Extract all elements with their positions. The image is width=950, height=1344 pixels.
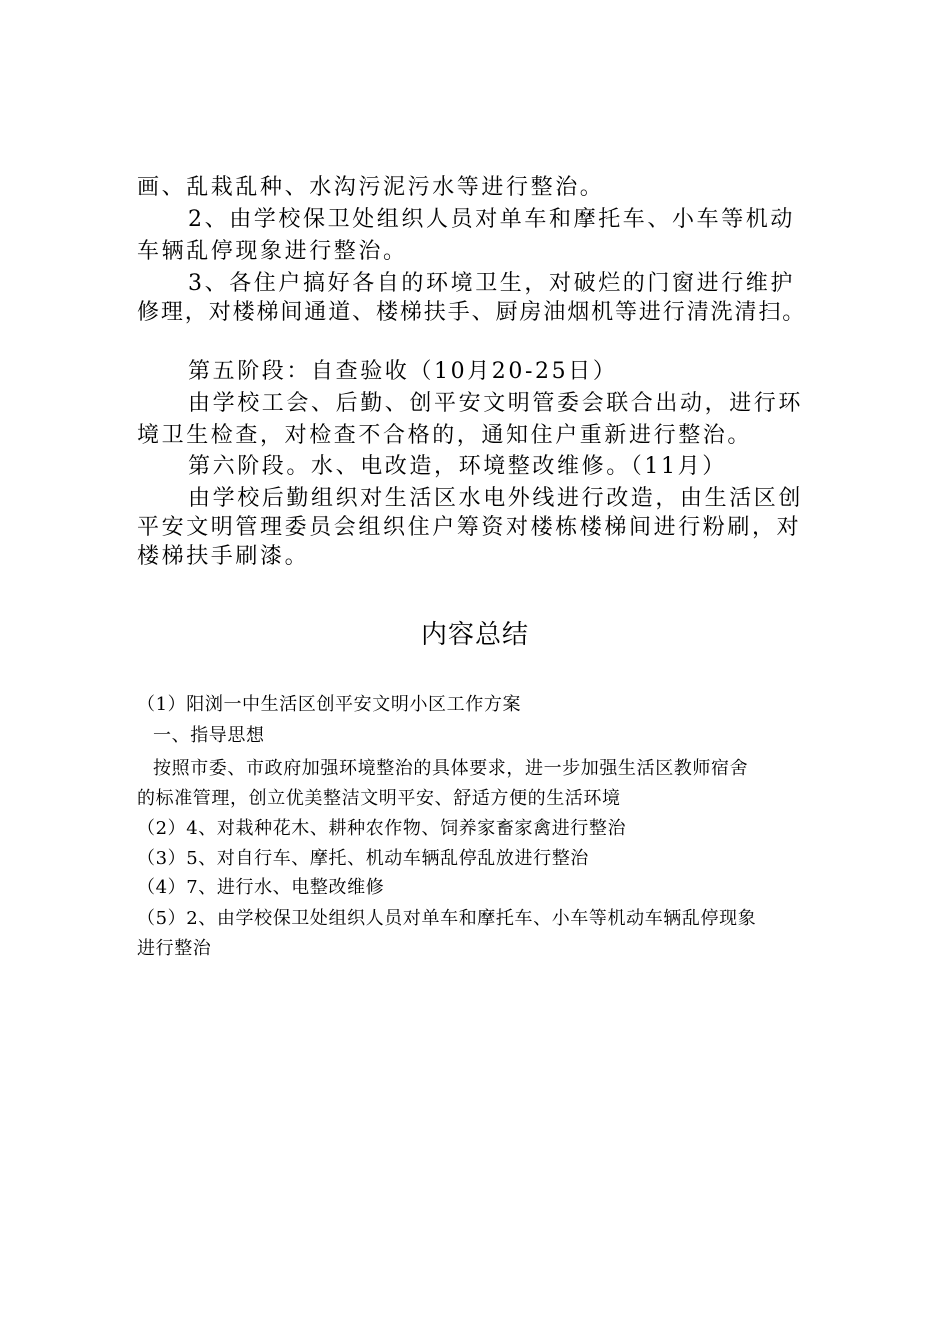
summary-subheading: 一、指导思想: [153, 725, 265, 746]
summary-item-3: （3）5、对自行车、摩托、机动车辆乱停乱放进行整治: [137, 848, 589, 869]
body-line-3: 车辆乱停现象进行整治。: [137, 239, 408, 264]
summary-paragraph-line-2: 的标准管理，创立优美整洁文明平安、舒适方便的生活环境: [137, 788, 621, 809]
body-line-4: 3、各住户搞好各自的环境卫生，对破烂的门窗进行维护: [188, 271, 795, 296]
body-line-5: 修理，对楼梯间通道、楼梯扶手、厨房油烟机等进行清洗清扫。: [137, 300, 807, 325]
summary-item-5-continued: 进行整治: [137, 938, 212, 959]
body-line-10: 由学校后勤组织对生活区水电外线进行改造，由生活区创: [188, 486, 804, 511]
body-line-8: 境卫生检查，对检查不合格的，通知住户重新进行整治。: [137, 423, 753, 448]
stage-six-heading: 第六阶段。水、电改造，环境整改维修。（11月）: [188, 454, 727, 479]
body-line-2: 2、由学校保卫处组织人员对单车和摩托车、小车等机动: [188, 207, 795, 232]
body-line-7: 由学校工会、后勤、创平安文明管委会联合出动，进行环: [188, 391, 804, 416]
stage-five-heading: 第五阶段：自查验收（10月20-25日）: [188, 359, 618, 384]
summary-paragraph-line-1: 按照市委、市政府加强环境整治的具体要求，进一步加强生活区教师宿舍: [153, 758, 749, 779]
summary-item-2: （2）4、对栽种花木、耕种农作物、饲养家畜家禽进行整治: [137, 818, 627, 839]
summary-title: 内容总结: [420, 620, 529, 650]
body-line-11: 平安文明管理委员会组织住户筹资对楼栋楼梯间进行粉刷，对: [137, 515, 802, 540]
body-line-1: 画、乱栽乱种、水沟污泥污水等进行整治。: [137, 175, 605, 200]
summary-item-4: （4）7、进行水、电整改维修: [137, 877, 385, 898]
summary-item-1: （1）阳浏一中生活区创平安文明小区工作方案: [137, 694, 522, 715]
body-line-12: 楼梯扶手刷漆。: [137, 544, 310, 569]
summary-item-5: （5）2、由学校保卫处组织人员对单车和摩托车、小车等机动车辆乱停现象: [137, 908, 757, 929]
